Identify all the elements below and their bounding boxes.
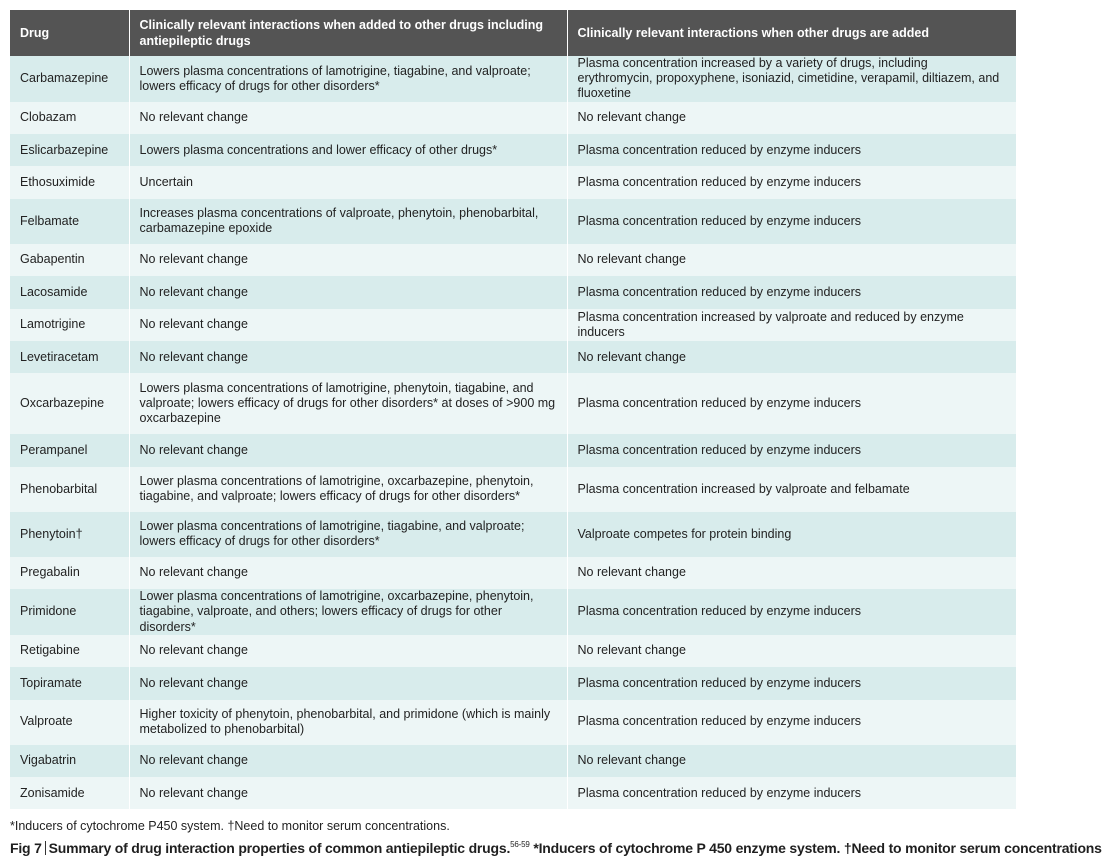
cell-drug: Primidone xyxy=(10,589,129,635)
cell-drug: Retigabine xyxy=(10,635,129,667)
table-row xyxy=(10,557,1016,589)
header-interactions-others-added: Clinically relevant interactions when other drugs are added xyxy=(567,10,1016,56)
header-interactions-when-added: Clinically relevant interactions when added to other drugs including antiepileptic drugs xyxy=(129,10,567,56)
figure-note: *Inducers of cytochrome P 450 enzyme system. †Need to monitor serum concentrations xyxy=(529,840,1102,856)
cell-interactions-others-added: No relevant change xyxy=(567,102,1016,134)
figure-label: Fig 7 xyxy=(10,840,42,856)
cell-drug: Levetiracetam xyxy=(10,341,129,373)
figure-references: 56-59 xyxy=(510,840,530,849)
table-row xyxy=(10,102,1016,134)
cell-drug: Oxcarbazepine xyxy=(10,373,129,434)
cell-drug: Perampanel xyxy=(10,434,129,466)
cell-interactions-when-added: No relevant change xyxy=(129,745,567,777)
table-row xyxy=(10,309,1016,341)
cell-interactions-when-added: Lower plasma concentrations of lamotrigine, oxcarbazepine, phenytoin, tiagabine, valproate, and others; lowers efficacy of drugs for other disorders* xyxy=(129,589,567,635)
table-row xyxy=(10,276,1016,308)
cell-drug: Ethosuximide xyxy=(10,166,129,198)
table-row xyxy=(10,467,1016,512)
cell-drug: Vigabatrin xyxy=(10,745,129,777)
cell-interactions-when-added: No relevant change xyxy=(129,434,567,466)
cell-interactions-others-added: Plasma concentration increased by valproate and reduced by enzyme inducers xyxy=(567,309,1016,341)
cell-interactions-when-added: Higher toxicity of phenytoin, phenobarbital, and primidone (which is mainly metabolized to phenobarbital) xyxy=(129,700,567,745)
cell-interactions-others-added: Plasma concentration increased by valproate and felbamate xyxy=(567,467,1016,512)
table-header-row xyxy=(10,10,1016,56)
table-row xyxy=(10,512,1016,557)
cell-interactions-when-added: Lowers plasma concentrations of lamotrigine, phenytoin, tiagabine, and valproate; lowers efficacy of drugs for other disorders* at doses of >900 mg oxcarbazepine xyxy=(129,373,567,434)
cell-interactions-when-added: No relevant change xyxy=(129,557,567,589)
cell-interactions-others-added: Plasma concentration reduced by enzyme inducers xyxy=(567,134,1016,166)
cell-interactions-others-added: Plasma concentration reduced by enzyme inducers xyxy=(567,667,1016,699)
cell-interactions-others-added: Plasma concentration reduced by enzyme inducers xyxy=(567,199,1016,244)
cell-drug: Valproate xyxy=(10,700,129,745)
cell-drug: Lacosamide xyxy=(10,276,129,308)
cell-interactions-others-added: No relevant change xyxy=(567,244,1016,276)
cell-drug: Gabapentin xyxy=(10,244,129,276)
cell-interactions-when-added: No relevant change xyxy=(129,635,567,667)
table-body xyxy=(10,56,1016,809)
table-row xyxy=(10,667,1016,699)
table-row xyxy=(10,777,1016,809)
figure-title: Summary of drug interaction properties of common antiepileptic drugs. xyxy=(48,840,511,856)
cell-drug: Lamotrigine xyxy=(10,309,129,341)
table-footnote: *Inducers of cytochrome P450 system. †Need to monitor serum concentrations. xyxy=(10,819,450,833)
cell-drug: Topiramate xyxy=(10,667,129,699)
table-row xyxy=(10,635,1016,667)
cell-interactions-when-added: No relevant change xyxy=(129,102,567,134)
cell-interactions-when-added: Uncertain xyxy=(129,166,567,198)
cell-interactions-when-added: No relevant change xyxy=(129,309,567,341)
cell-interactions-others-added: Plasma concentration reduced by enzyme inducers xyxy=(567,373,1016,434)
cell-interactions-others-added: No relevant change xyxy=(567,745,1016,777)
table-row xyxy=(10,134,1016,166)
cell-interactions-when-added: Lowers plasma concentrations of lamotrigine, tiagabine, and valproate; lowers efficacy of drugs for other disorders* xyxy=(129,56,567,102)
cell-drug: Clobazam xyxy=(10,102,129,134)
cell-interactions-when-added: No relevant change xyxy=(129,341,567,373)
drug-interaction-table-container xyxy=(10,10,1016,809)
cell-interactions-others-added: Valproate competes for protein binding xyxy=(567,512,1016,557)
cell-interactions-when-added: Lowers plasma concentrations and lower efficacy of other drugs* xyxy=(129,134,567,166)
cell-interactions-when-added: Lower plasma concentrations of lamotrigine, oxcarbazepine, phenytoin, tiagabine, and valproate; lowers efficacy of drugs for other disorders* xyxy=(129,467,567,512)
table-row xyxy=(10,373,1016,434)
cell-interactions-others-added: Plasma concentration reduced by enzyme inducers xyxy=(567,276,1016,308)
cell-interactions-others-added: Plasma concentration increased by a variety of drugs, including erythromycin, propoxyphene, isoniazid, cimetidine, verapamil, diltiazem, and fluoxetine xyxy=(567,56,1016,102)
cell-drug: Phenobarbital xyxy=(10,467,129,512)
cell-interactions-others-added: Plasma concentration reduced by enzyme inducers xyxy=(567,700,1016,745)
cell-drug: Felbamate xyxy=(10,199,129,244)
cell-drug: Phenytoin† xyxy=(10,512,129,557)
cell-drug: Eslicarbazepine xyxy=(10,134,129,166)
cell-interactions-when-added: Lower plasma concentrations of lamotrigine, tiagabine, and valproate; lowers efficacy of drugs for other disorders* xyxy=(129,512,567,557)
header-drug: Drug xyxy=(10,10,129,56)
cell-interactions-others-added: Plasma concentration reduced by enzyme inducers xyxy=(567,166,1016,198)
cell-interactions-others-added: No relevant change xyxy=(567,341,1016,373)
table-row xyxy=(10,434,1016,466)
cell-interactions-others-added: Plasma concentration reduced by enzyme inducers xyxy=(567,589,1016,635)
drug-interaction-table xyxy=(10,10,1016,809)
cell-interactions-when-added: No relevant change xyxy=(129,667,567,699)
table-row xyxy=(10,745,1016,777)
table-row xyxy=(10,700,1016,745)
table-row xyxy=(10,244,1016,276)
cell-interactions-when-added: Increases plasma concentrations of valproate, phenytoin, phenobarbital, carbamazepine epoxide xyxy=(129,199,567,244)
cell-interactions-when-added: No relevant change xyxy=(129,276,567,308)
table-row xyxy=(10,56,1016,102)
cell-interactions-others-added: Plasma concentration reduced by enzyme inducers xyxy=(567,434,1016,466)
table-row xyxy=(10,341,1016,373)
cell-interactions-others-added: No relevant change xyxy=(567,557,1016,589)
caption-separator xyxy=(45,841,46,855)
cell-interactions-others-added: Plasma concentration reduced by enzyme inducers xyxy=(567,777,1016,809)
cell-interactions-others-added: No relevant change xyxy=(567,635,1016,667)
figure-caption xyxy=(10,840,1102,856)
cell-interactions-when-added: No relevant change xyxy=(129,244,567,276)
cell-interactions-when-added: No relevant change xyxy=(129,777,567,809)
table-row xyxy=(10,199,1016,244)
cell-drug: Carbamazepine xyxy=(10,56,129,102)
cell-drug: Zonisamide xyxy=(10,777,129,809)
cell-drug: Pregabalin xyxy=(10,557,129,589)
table-row xyxy=(10,589,1016,635)
table-row xyxy=(10,166,1016,198)
